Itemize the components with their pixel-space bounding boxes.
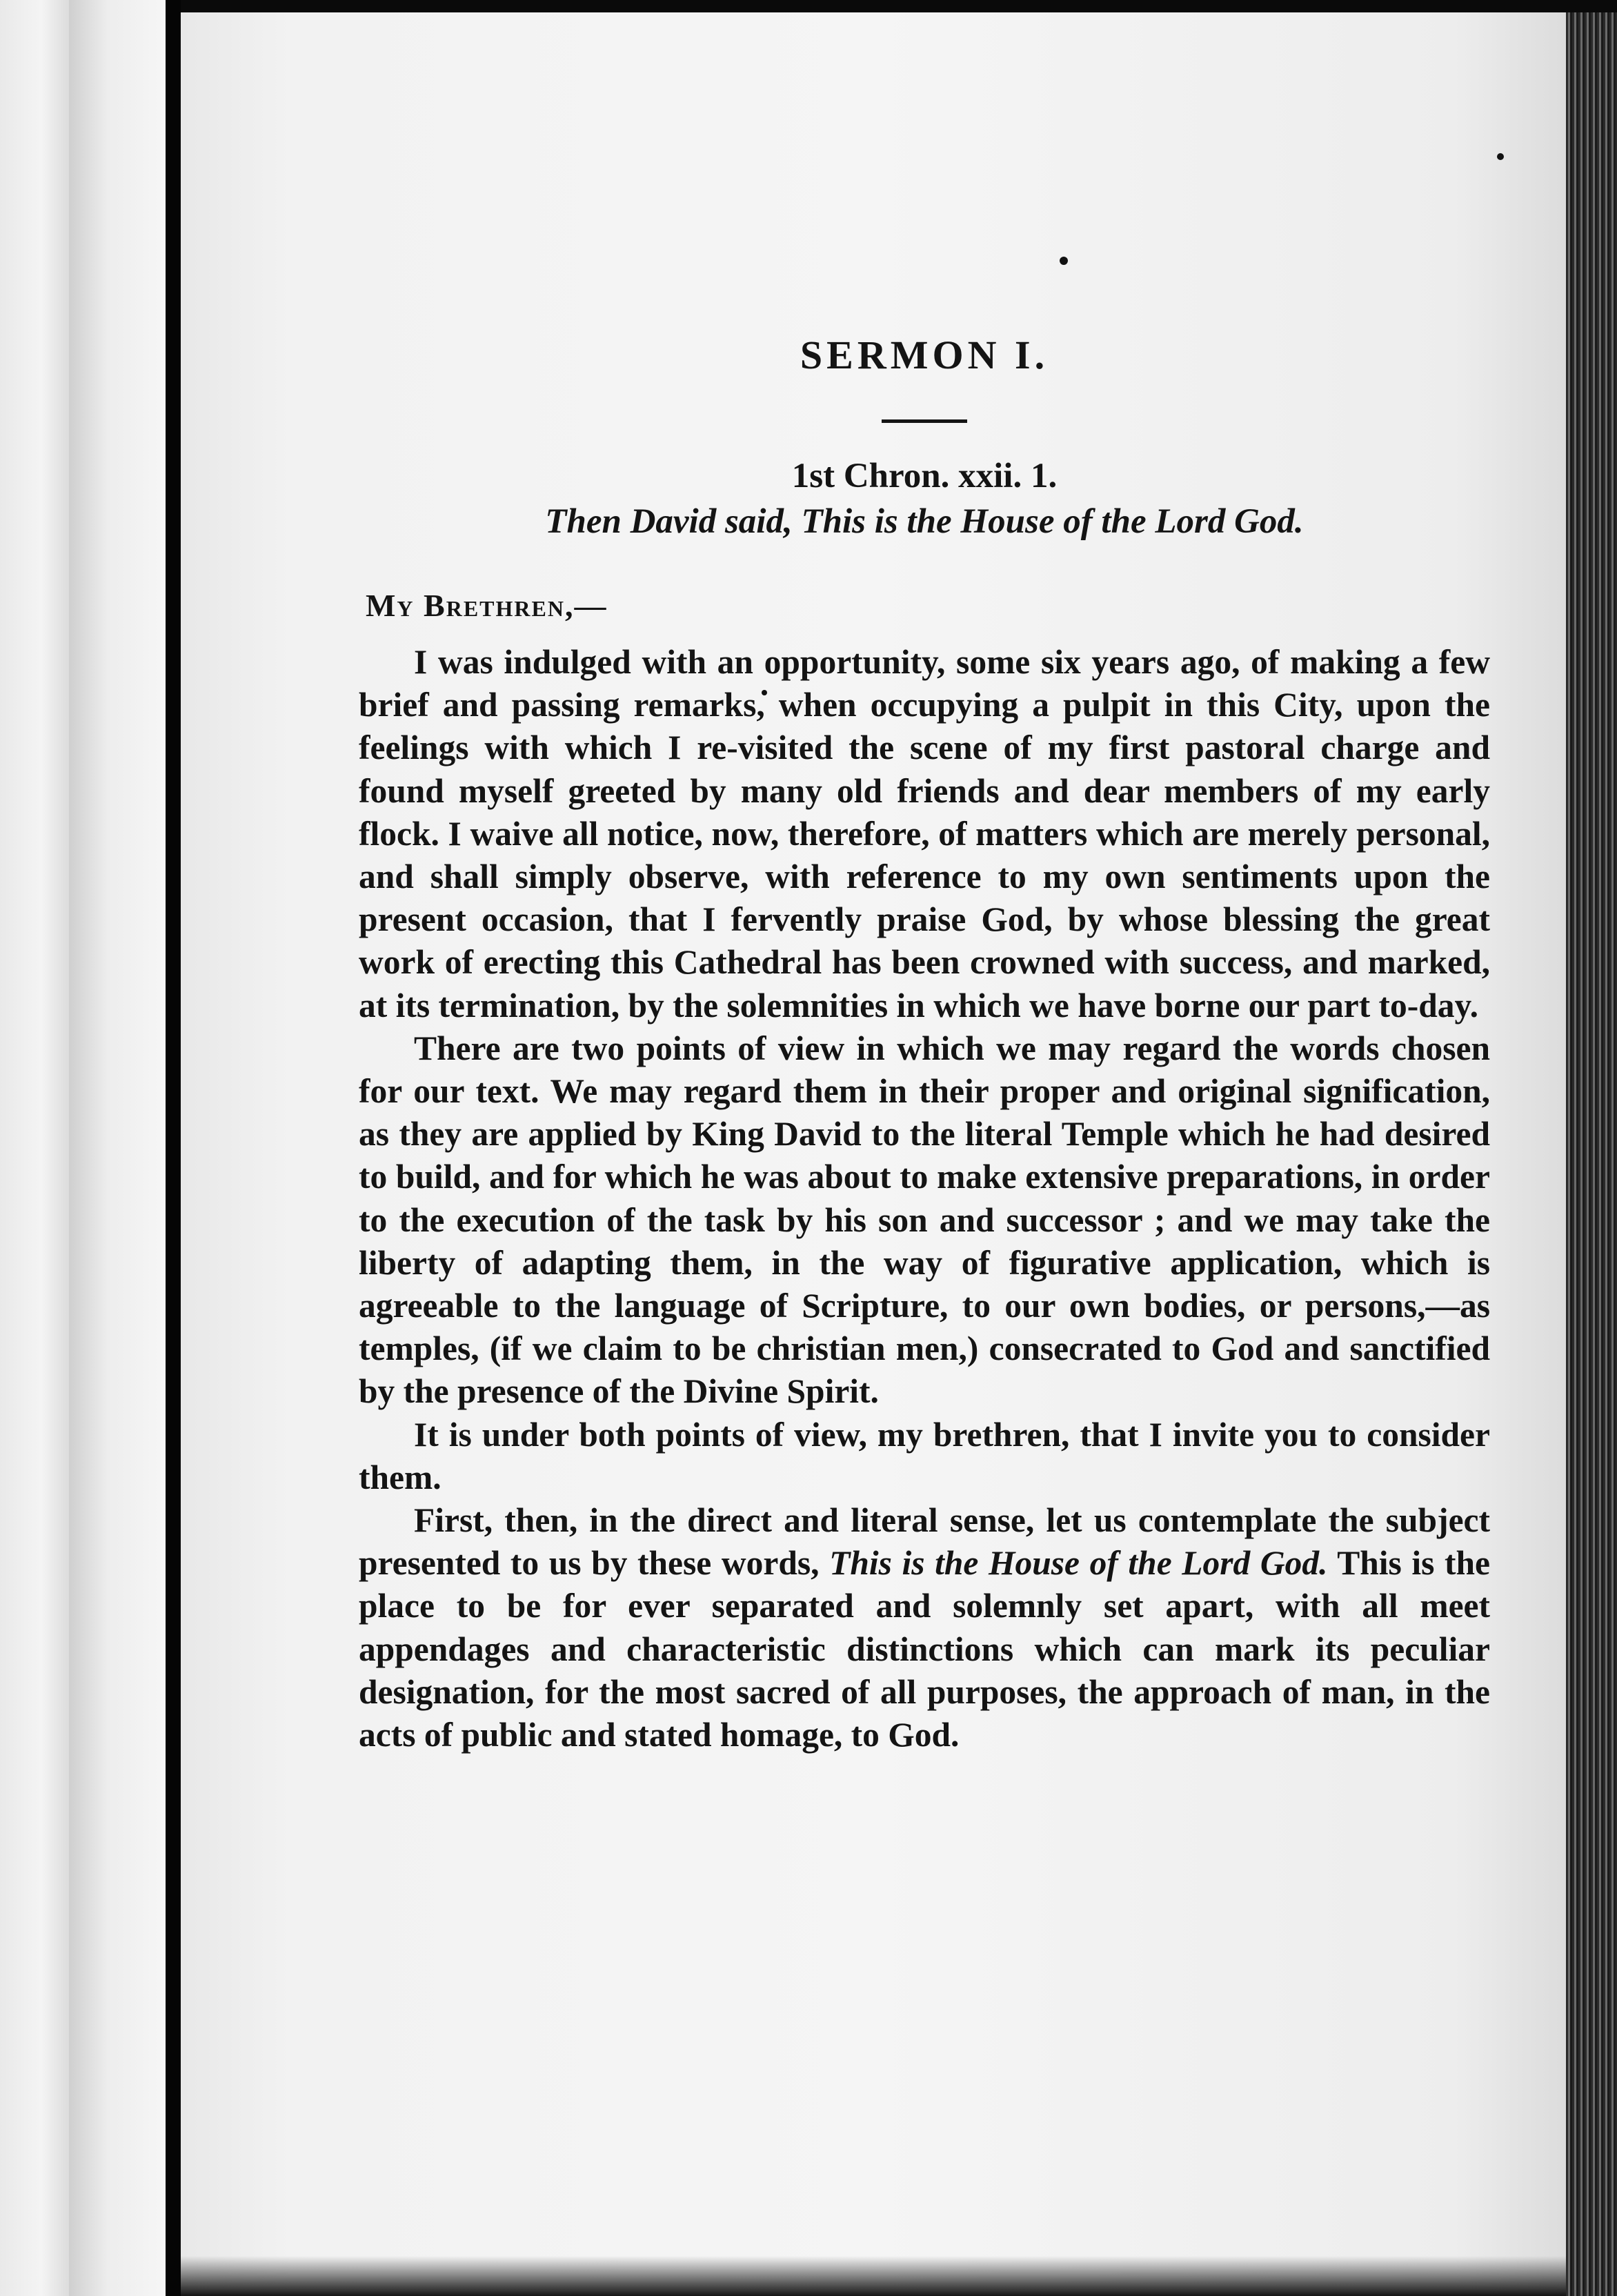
scan-bottom-shadow xyxy=(181,2256,1566,2296)
ink-speck xyxy=(1060,257,1068,265)
scan-top-border xyxy=(0,0,1617,12)
sermon-title: SERMON I. xyxy=(800,333,1049,377)
paragraph-text: First, then, in the direct and literal sense, let us contemplate the subject presented to us by these words, xyxy=(359,1501,1490,1583)
page-stack-edge xyxy=(1566,12,1617,2296)
facing-page-edge xyxy=(0,0,69,2296)
facing-page-margin xyxy=(69,0,166,2296)
scripture-quote: Then David said, This is the House of the Lord God. xyxy=(545,502,1304,541)
paragraph-text: I was indulged with an opportunity, some six years ago, of making a few brief and passing remarks, when occupying a pulpit in this City, upon the feelings with which I re-visited the scene of my first pastoral charge and found myself greeted by many old friends and dear members of my early flock. I waive all notice, now, therefore, of matters which are merely personal, and shall simply observe, with reference to my own sentiments upon the present occasion, that I fervently praise God, by whose blessing the great work of erecting this Cathedral has been crowned with success, and marked, at its termination, by the solemnities in which we have borne our part to-day. xyxy=(359,643,1490,1025)
paragraph xyxy=(359,1027,1490,1414)
book-gutter xyxy=(166,0,181,2296)
paragraph-italic-text: This is the House of the Lord God. xyxy=(829,1544,1328,1583)
scripture-reference: 1st Chron. xxii. 1. xyxy=(791,457,1058,495)
sermon-page-content xyxy=(359,331,1490,1756)
paragraph xyxy=(359,641,1490,1027)
paragraph-text: There are two points of view in which we may regard the words chosen for our text. We may regard them in their proper and original signification, as they are applied by King David to the literal Temple which he had desired to build, and for which he was about to make extensive preparations, in order to the execution of the task by his son and successor ; and we may take the liberty of adapting them, in the way of figurative application, which is agreeable to the language of Scripture, to our own bodies, or persons,—as temples, (if we claim to be christian men,) consecrated to God and sanctified by the presence of the Divine Spirit. xyxy=(359,1029,1490,1411)
title-rule xyxy=(882,419,967,423)
ink-speck xyxy=(1497,153,1504,160)
paragraph-text: It is under both points of view, my brethren, that I invite you to consider them. xyxy=(359,1415,1490,1496)
salutation: My Brethren,— xyxy=(366,588,608,623)
paragraph-text: This is the place to be for ever separated and solemnly set apart, with all meet appendages and characteristic distinctions which can mark its peculiar designation, for the most sacred of all purposes, the approach of man, in the acts of public and stated homage, to God. xyxy=(359,1544,1490,1754)
paragraph xyxy=(359,1414,1490,1499)
paragraph xyxy=(359,1499,1490,1756)
